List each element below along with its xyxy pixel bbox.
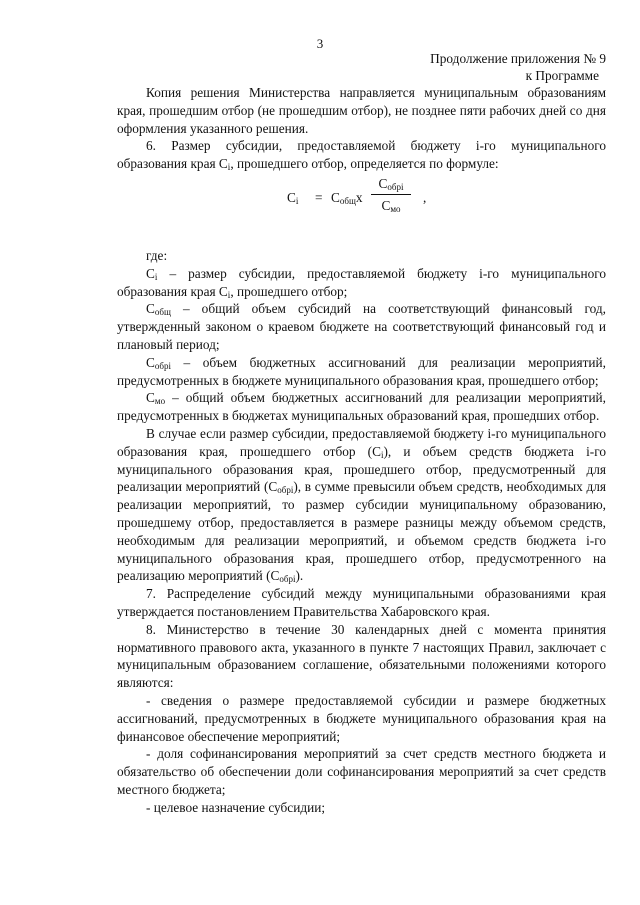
definition-cobri: $С_{обрi}$ – объем бюджетных ассигнований для реализации мероприятий, предусмотренных в бюджете муниципального образования края, прошедшего отбор; xyxy=(117,354,606,388)
formula-lhs: $С_i$ xyxy=(287,189,299,206)
definition-ci: $С_i$ – размер субсидии, предоставляемой бюджету i-го муниципального образования края $С_i$, прошедшего отбор; xyxy=(117,265,606,300)
page-number: 3 xyxy=(316,36,324,51)
paragraph-agreement: 8. Министерство в течение 30 календарных дней с момента принятия нормативного правового акта, указанного в пункте 7 настоящих Правил, заключает с муниципальным образованием соглашение, обязательными положениями которого являются: xyxy=(117,621,606,691)
paragraph-subsidy-size: 6. Размер субсидии, предоставляемой бюджету i-го муниципального образования края $С_i$, прошедшего отбор, определяется по формуле: xyxy=(117,138,606,173)
appendix-header-line2: к Программе xyxy=(525,68,599,83)
definition-cmo: $С_{мо}$ – общий объем бюджетных ассигнований для реализации мероприятий, предусмотренных в бюджетах муниципальных образований края, прошедших отбор. xyxy=(117,390,606,424)
paragraph-decision-copy: Копия решения Министерства направляется муниципальным образованиям края, прошедшим отбор (не прошедшим отбор), не позднее пяти рабочих дней со дня оформления указанного решения. xyxy=(117,85,606,136)
appendix-header-line1: Продолжение приложения № 9 xyxy=(430,51,606,66)
formula-fraction xyxy=(371,175,411,215)
document-body xyxy=(117,84,606,816)
paragraph-distribution: 7. Распределение субсидий между муниципальными образованиями края утверждается постановлением Правительства Хабаровского края. xyxy=(117,586,606,619)
where-label: где: xyxy=(146,247,168,263)
definition-cobsh: $С_{общ}$ – общий объем субсидий на соответствующий финансовый год, утвержденный законом о краевом бюджете на соответствующий финансовый год и плановый период; xyxy=(117,301,606,352)
bullet-cofinancing: - доля софинансирования мероприятий за счет средств местного бюджета и обязательство об обеспечении доли софинансирования мероприятий за счет средств местного бюджета; xyxy=(117,746,606,797)
subsidy-formula xyxy=(117,175,606,217)
formula-equals: = xyxy=(315,189,323,205)
bullet-purpose: - целевое назначение субсидии; xyxy=(146,799,326,815)
paragraph-excess-case: В случае если размер субсидии, предоставляемой бюджету i-го муниципального образования края, прошедшего отбор $(С_i)$, и объем средств бюджета i-го муниципального образования края, прошедшего отбор, предусмотренный для реализации мероприятий $(С_{обрi})$, в сумме превысили объем средств, необходимых для реализации мероприятий, то размер субсидии муниципальному образованию, прошедшему отбор, предоставляется в размере разницы между объемом средств, необходимым для реализации мероприятий, и объемом средств бюджета i-го муниципального образования края, прошедшего отбор, предусмотренного на реализацию мероприятий $(С_{обрi})$. xyxy=(117,425,606,585)
formula-comma: , xyxy=(423,189,427,205)
bullet-subsidy-info: - сведения о размере предоставляемой субсидии и размере бюджетных ассигнований, предусмотренных в бюджете муниципального образования края на финансовое обеспечение мероприятий; xyxy=(117,692,606,744)
formula-total: $С_{общ}х$ xyxy=(331,189,363,206)
formula-denominator: $С_{мо}$ xyxy=(381,197,401,214)
formula-numerator: $С_{обрi}$ xyxy=(371,175,411,195)
